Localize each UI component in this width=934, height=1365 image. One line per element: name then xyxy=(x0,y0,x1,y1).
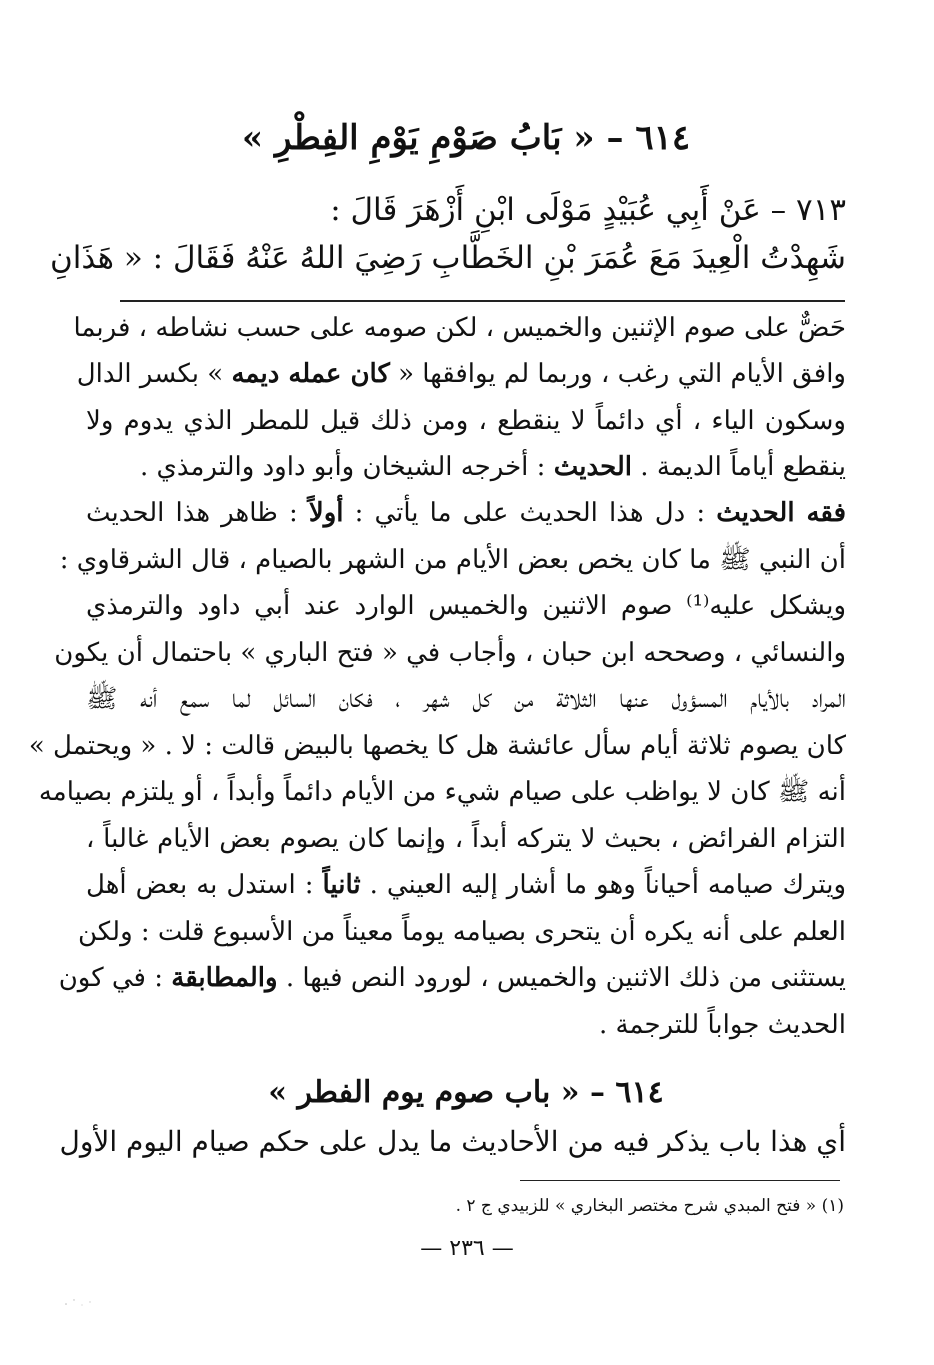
commentary-line: والنسائي ، وصححه ابن حبان ، وأجاب في « فتح الباري » باحتمال أن يكون xyxy=(54,638,846,668)
commentary-line: كان يصوم ثلاثة أيام سأل عائشة هل كا يخصها بالبيض قالت : لا . « ويحتمل » xyxy=(28,731,846,761)
chapter-heading: ٦١٤ – « بَابُ صَوْمِ يَوْمِ الفِطْرِ » xyxy=(241,118,691,158)
commentary-text: : أخرجه الشيخان وأبو داود والترمذي . xyxy=(139,452,546,482)
commentary-line xyxy=(86,452,846,483)
page-number: — ٢٣٦ — xyxy=(420,1236,514,1261)
commentary-line xyxy=(86,498,846,529)
commentary-line: العلم على أنه يكره أن يتحرى بصيامه يوماً معيناً من الأسبوع قلت : ولكن xyxy=(78,917,846,947)
bold-keyword: الحديث xyxy=(553,452,633,482)
bold-keyword: أولاً xyxy=(308,498,344,528)
intro-line: أي هذا باب يذكر فيه من الأحاديث ما يدل على حكم صيام اليوم الأول xyxy=(59,1125,846,1158)
commentary-line: الحديث جواباً للترجمة . xyxy=(598,1010,846,1040)
commentary-line xyxy=(58,963,846,994)
commentary-line xyxy=(76,359,846,390)
commentary-line: حَضٌّ على صوم الإثنين والخميس ، لكن صومه على حسب نشاطه ، فربما xyxy=(73,313,846,343)
commentary-text: : في كون xyxy=(58,963,163,993)
scan-specks xyxy=(60,1292,100,1312)
bold-quote: كان عمله ديمه xyxy=(231,359,390,389)
bold-keyword: والمطابقة xyxy=(171,963,278,993)
commentary-text: : استدل به بعض أهل xyxy=(86,870,314,900)
commentary-text: ويترك صيامه أحياناً وهو ما أشار إليه العيني . xyxy=(369,870,847,900)
commentary-text: : دل هذا الحديث على ما يأتي : xyxy=(354,498,706,528)
commentary-line: التزام الفرائض ، بحيث لا يتركه أبداً ، وإنما كان يصوم بعض الأيام غالباً ، xyxy=(86,824,846,854)
commentary-line: أن النبي ﷺ ما كان يخص بعض الأيام من الشهر بالصيام ، قال الشرقاوي : xyxy=(59,545,846,575)
footnote: (١) « فتح المبدي شرح مختصر البخاري » للزبيدي ج ٢ . xyxy=(455,1196,844,1216)
commentary-line: أنه ﷺ كان لا يواظب على صيام شيء من الأيام دائماً وأبداً ، أو يلتزم بصيامه xyxy=(38,777,846,807)
commentary-text: » بكسر الدال xyxy=(76,359,224,389)
bold-keyword: ثانياً xyxy=(322,870,361,900)
commentary-text: : ظاهر هذا الحديث xyxy=(86,498,298,528)
commentary-line xyxy=(86,870,846,901)
commentary-line: ويشكل عليه⁽¹⁾ صوم الاثنين والخميس الوارد عند أبي داود والترمذي xyxy=(86,591,847,621)
section-heading: ٦١٤ – « باب صوم يوم الفطر » xyxy=(268,1075,664,1110)
bold-keyword: فقه الحديث xyxy=(716,498,846,528)
hadith-divider xyxy=(120,300,845,302)
hadith-line-2: شَهِدْتُ الْعِيدَ مَعَ عُمَرَ بْنِ الخَطَّابِ رَضِيَ اللهُ عَنْهُ فَقَالَ : « هَذَانِ xyxy=(49,240,846,276)
commentary-line: وسكون الياء ، أي دائماً لا ينقطع ، ومن ذلك قيل للمطر الذي يدوم ولا xyxy=(86,406,846,436)
hadith-line-1: ٧١٣ – عَنْ أَبِي عُبَيْدٍ مَوْلَى ابْنِ أَزْهَرَ قَالَ : xyxy=(330,192,846,228)
footnote-divider xyxy=(520,1180,840,1181)
commentary-line: المراد بالأيام المسؤول عنها الثلاثة من كل شهر ، فكان السائل لما سمع أنه ﷺ xyxy=(86,684,846,714)
commentary-text: ينقطع أياماً الديمة . xyxy=(640,452,846,482)
commentary-text: يستثنى من ذلك الاثنين والخميس ، لورود النص فيها . xyxy=(285,963,846,993)
commentary-text: وافق الأيام التي رغب ، وربما لم يوافقها « xyxy=(398,359,846,389)
